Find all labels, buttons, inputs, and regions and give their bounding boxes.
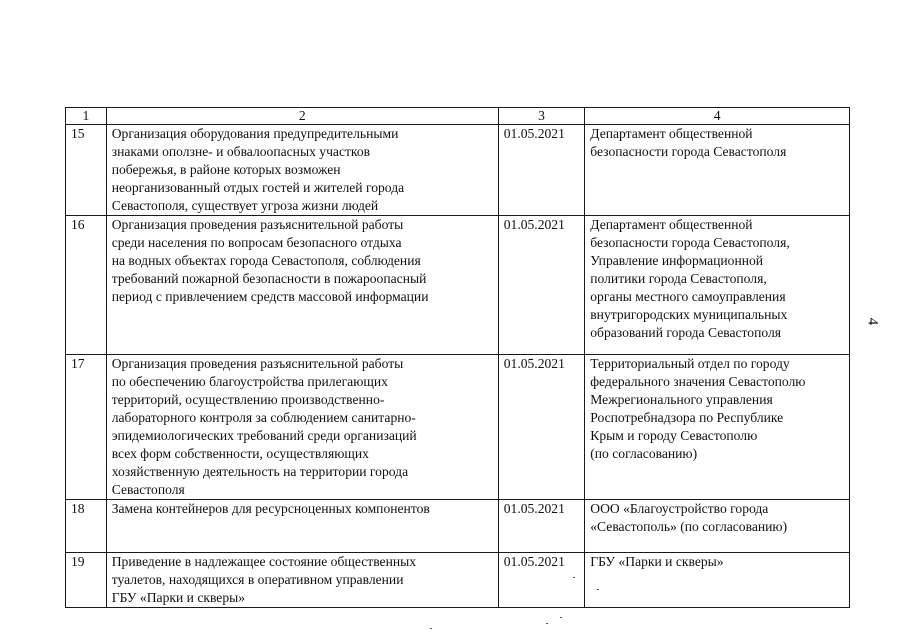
table-row: [66, 125, 850, 216]
deadline-date: 01.05.2021: [498, 355, 585, 500]
measure-description: Организация оборудования предупредительными знаками оползне- и обвалоопасных участков побережья, в районе которых возможен неорганизованный отдых гостей и жителей города Севастополя, существует угроза жизни людей: [106, 125, 498, 216]
deadline-date: 01.05.2021: [498, 553, 585, 608]
measure-description: Организация проведения разъяснительной работы среди населения по вопросам безопасного отдыха на водных объектах города Севастополя, соблюдения требований пожарной безопасности в пожароопасный период с привлечением средств массовой информации: [106, 216, 498, 355]
table-row: [66, 553, 850, 608]
scan-speck: [573, 577, 575, 578]
measure-description: Приведение в надлежащее состояние общественных туалетов, находящихся в оперативном управлении ГБУ «Парки и скверы»: [106, 553, 498, 608]
responsible-organization: ГБУ «Парки и скверы»: [585, 553, 850, 608]
table-row: [66, 216, 850, 355]
page-number: 4: [864, 317, 881, 326]
responsible-organization: Департамент общественной безопасности города Севастополя, Управление информационной политики города Севастополя, органы местного самоуправления внутригородских муниципальных образований города Севастополя: [585, 216, 850, 355]
row-number: 15: [66, 125, 107, 216]
row-number: 19: [66, 553, 107, 608]
column-header-description: 2: [106, 108, 498, 125]
table-row: [66, 500, 850, 553]
measure-description: Организация проведения разъяснительной работы по обеспечению благоустройства прилегающих территорий, осуществлению производственно- лабораторного контроля за соблюдением санитарно- эпидемиологических требований среди организаций всех форм собственности, осуществляющих хозяйственную деятельность на территории города Севастополя: [106, 355, 498, 500]
scan-speck: [560, 617, 562, 618]
measure-description: Замена контейнеров для ресурсноценных компонентов: [106, 500, 498, 553]
row-number: 16: [66, 216, 107, 355]
scan-speck: [546, 623, 548, 624]
deadline-date: 01.05.2021: [498, 216, 585, 355]
column-header-responsible: 4: [585, 108, 850, 125]
row-number: 17: [66, 355, 107, 500]
table-row: [66, 355, 850, 500]
table-header-row: [66, 108, 850, 125]
responsible-organization: ООО «Благоустройство города «Севастополь» (по согласованию): [585, 500, 850, 553]
deadline-date: 01.05.2021: [498, 125, 585, 216]
scan-speck: [430, 628, 432, 629]
measures-table: [65, 107, 850, 608]
responsible-organization: Департамент общественной безопасности города Севастополя: [585, 125, 850, 216]
scan-speck: [597, 589, 599, 590]
row-number: 18: [66, 500, 107, 553]
column-header-date: 3: [498, 108, 585, 125]
column-header-number: 1: [66, 108, 107, 125]
deadline-date: 01.05.2021: [498, 500, 585, 553]
responsible-organization: Территориальный отдел по городу федерального значения Севастополю Межрегионального управления Роспотребнадзора по Республике Крым и городу Севастополю (по согласованию): [585, 355, 850, 500]
